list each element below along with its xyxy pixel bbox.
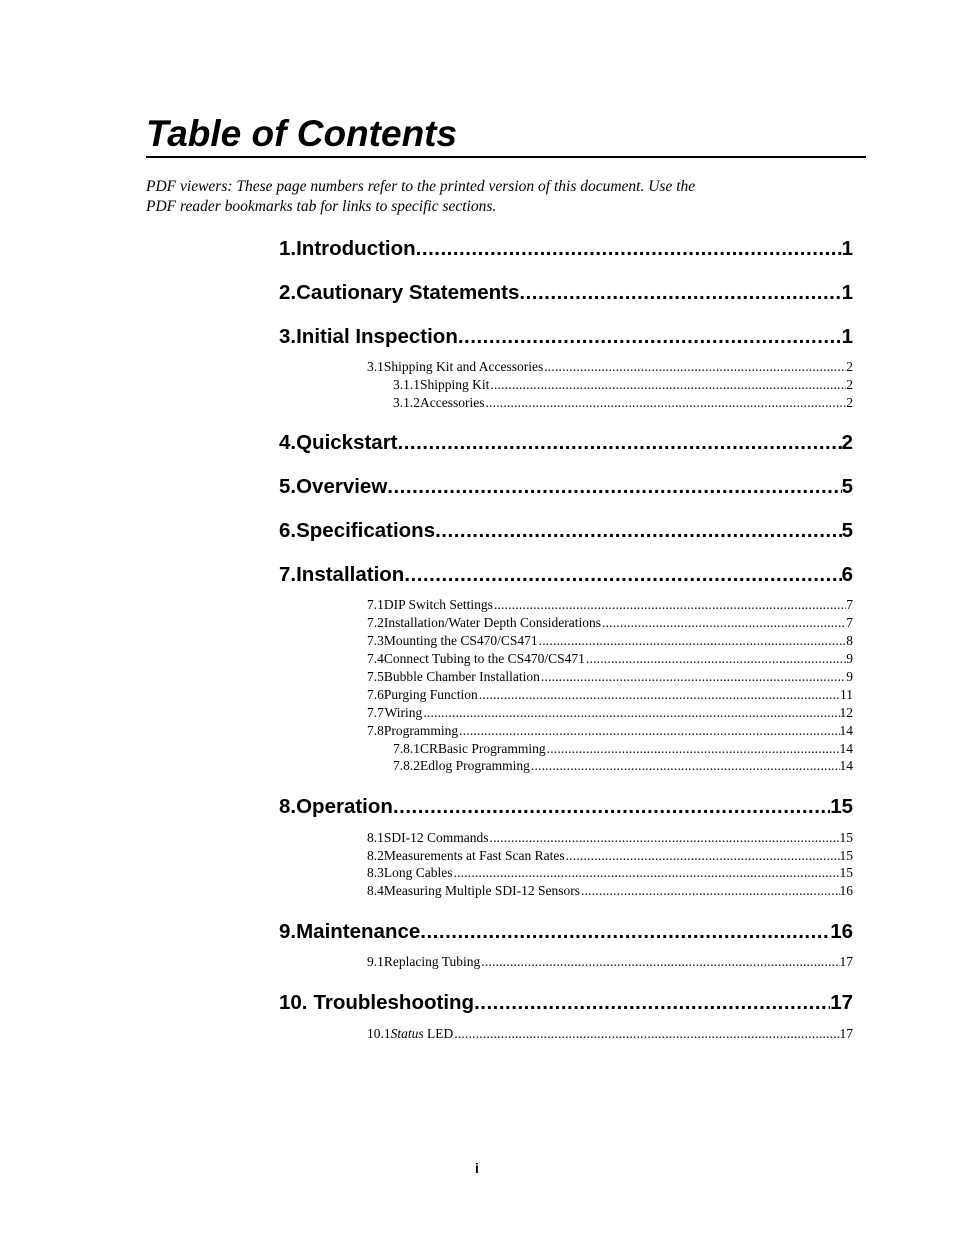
toc-entry-overview[interactable]: [279, 474, 853, 500]
toc-entry-water-depth-considerations[interactable]: [367, 614, 853, 632]
toc-label: DIP Switch Settings: [383, 597, 493, 612]
toc-number: 2.: [279, 281, 297, 304]
toc-label: Purging Function: [383, 687, 478, 702]
toc-number: 7.3: [367, 633, 384, 648]
toc-entry-programming[interactable]: [367, 722, 853, 740]
dot-leader: [393, 794, 830, 820]
toc-page: 7: [846, 597, 853, 612]
toc-label: Initial Inspection: [296, 325, 458, 348]
toc-entry-operation[interactable]: [279, 794, 853, 820]
toc-number: 7.: [279, 563, 297, 586]
dot-leader: [435, 518, 841, 544]
toc-entry-shipping-kit[interactable]: [393, 376, 853, 394]
dot-leader: [420, 919, 830, 945]
toc-number: 7.8.2: [393, 758, 420, 773]
toc-entry-cautionary-statements[interactable]: [279, 280, 853, 306]
toc-label-rest: LED: [423, 1026, 454, 1041]
toc-label: Programming: [383, 723, 459, 738]
toc-page: 5: [841, 519, 853, 542]
dot-leader: [602, 614, 846, 632]
dot-leader: [404, 562, 841, 588]
toc-label: Bubble Chamber Installation: [383, 669, 540, 684]
dot-leader: [387, 474, 841, 500]
dot-leader: [547, 740, 840, 758]
dot-leader: [494, 596, 846, 614]
dot-leader: [454, 864, 840, 882]
toc-entry-specifications[interactable]: [279, 518, 853, 544]
toc-page: 16: [839, 883, 853, 898]
toc-page: 5: [841, 475, 853, 498]
toc-label: Long Cables: [383, 865, 453, 880]
toc-page: 2: [846, 395, 853, 410]
page-title: Table of Contents: [146, 113, 458, 154]
toc-label: Introduction: [296, 237, 416, 260]
toc-page: 8: [846, 633, 853, 648]
toc-label: Shipping Kit and Accessories: [383, 359, 544, 374]
dot-leader: [398, 430, 842, 456]
toc-label: Measurements at Fast Scan Rates: [383, 848, 565, 863]
toc-number: 7.5: [367, 669, 384, 684]
dot-leader: [566, 847, 840, 865]
page-number: i: [475, 1160, 479, 1176]
toc-label: Overview: [296, 475, 388, 498]
toc-label: Troubleshooting: [313, 991, 475, 1014]
toc-page: 14: [839, 758, 853, 773]
toc-number: 8.1: [367, 830, 384, 845]
toc-page: 2: [846, 359, 853, 374]
toc-entry-purging-function[interactable]: [367, 686, 853, 704]
dot-leader: [519, 280, 841, 306]
toc-entry-fast-scan-rates[interactable]: [367, 847, 853, 865]
toc-page: 17: [830, 991, 853, 1014]
toc-label: Replacing Tubing: [383, 954, 481, 969]
toc-label: Installation/Water Depth Considerations: [383, 615, 601, 630]
toc-entry-initial-inspection[interactable]: [279, 324, 853, 350]
toc-number: 5.: [279, 475, 297, 498]
toc-number: 8.: [279, 795, 297, 818]
toc-page: 16: [830, 920, 853, 943]
dot-leader: [490, 376, 846, 394]
toc-entry-sdi12-commands[interactable]: [367, 829, 853, 847]
toc-page: 6: [841, 563, 853, 586]
toc-label: Edlog Programming: [420, 758, 530, 773]
toc-label: Wiring: [384, 705, 423, 720]
toc-number: 10.1: [367, 1026, 391, 1041]
toc-label: Maintenance: [296, 920, 421, 943]
toc-number: 9.1: [367, 954, 384, 969]
dot-leader: [479, 686, 840, 704]
toc-entry-long-cables[interactable]: [367, 864, 853, 882]
toc-page: 17: [839, 954, 853, 969]
toc-label: Shipping Kit: [420, 377, 490, 392]
toc-number: 7.4: [367, 651, 384, 666]
toc-label: Connect Tubing to the CS470/CS471: [383, 651, 585, 666]
dot-leader: [416, 236, 842, 262]
dot-leader: [490, 829, 840, 847]
toc-entry-dip-switch-settings[interactable]: [367, 596, 853, 614]
toc-number: 7.6: [367, 687, 384, 702]
toc-label: Accessories: [420, 395, 485, 410]
toc-page: 1: [841, 281, 853, 304]
dot-leader: [541, 668, 846, 686]
dot-leader: [544, 358, 846, 376]
dot-leader: [423, 704, 839, 722]
toc-page: 17: [839, 1026, 853, 1041]
toc-page: 7: [846, 615, 853, 630]
toc-page: 15: [839, 830, 853, 845]
dot-leader: [539, 632, 847, 650]
toc-number: 10.: [279, 991, 308, 1014]
note-line-2: PDF reader bookmarks tab for links to specific sections.: [146, 198, 497, 215]
toc-number: 8.4: [367, 883, 384, 898]
toc-entry-connect-tubing[interactable]: [367, 650, 853, 668]
toc-entry-quickstart[interactable]: [279, 430, 853, 456]
dot-leader: [459, 722, 839, 740]
toc-label: CRBasic Programming: [420, 741, 546, 756]
toc-label: [391, 1025, 455, 1043]
toc-entry-shipping-kit-and-accessories[interactable]: [367, 358, 853, 376]
dot-leader: [485, 394, 846, 412]
toc-entry-mounting[interactable]: [367, 632, 853, 650]
note-line-1: PDF viewers: These page numbers refer to the printed version of this document. Use the: [146, 178, 696, 195]
toc-number: 4.: [279, 431, 297, 454]
toc-number: 8.3: [367, 865, 384, 880]
toc-number: 3.1.2: [393, 395, 420, 410]
toc-entry-multiple-sdi12-sensors[interactable]: [367, 882, 853, 900]
toc-entry-replacing-tubing[interactable]: [367, 953, 853, 971]
dot-leader: [586, 650, 846, 668]
toc-number: 9.: [279, 920, 297, 943]
toc-entry-introduction[interactable]: [279, 236, 853, 262]
toc-page: 11: [840, 687, 853, 702]
toc-entry-troubleshooting[interactable]: [279, 990, 853, 1016]
dot-leader: [458, 324, 842, 350]
toc-number: 7.8: [367, 723, 384, 738]
toc-label: Measuring Multiple SDI-12 Sensors: [383, 883, 580, 898]
toc-entry-installation[interactable]: [279, 562, 853, 588]
toc-page: 15: [830, 795, 853, 818]
toc-page: 12: [839, 705, 853, 720]
toc-number: 7.7: [367, 705, 384, 720]
dot-leader: [531, 757, 840, 775]
toc-label: Mounting the CS470/CS471: [383, 633, 538, 648]
toc-label: SDI-12 Commands: [383, 830, 489, 845]
toc-number: 3.1.1: [393, 377, 420, 392]
toc-page: 15: [839, 865, 853, 880]
toc-label: Quickstart: [296, 431, 398, 454]
dot-leader: [474, 990, 830, 1016]
toc-number: 6.: [279, 519, 297, 542]
toc-page: 9: [846, 669, 853, 684]
toc-number: 1.: [279, 237, 297, 260]
toc-label: Installation: [296, 563, 405, 586]
toc-number: 3.1: [367, 359, 384, 374]
dot-leader: [481, 953, 839, 971]
toc-page: 2: [846, 377, 853, 392]
toc-page: 14: [839, 723, 853, 738]
toc-number: 7.8.1: [393, 741, 420, 756]
toc-page: 9: [846, 651, 853, 666]
dot-leader: [454, 1025, 839, 1043]
toc-entry-bubble-chamber[interactable]: [367, 668, 853, 686]
toc-number: 7.1: [367, 597, 384, 612]
toc-entry-edlog-programming[interactable]: [393, 757, 853, 775]
toc-label: Operation: [296, 795, 393, 818]
toc-label-italic: Status: [390, 1026, 424, 1041]
toc-entry-maintenance[interactable]: [279, 919, 853, 945]
toc-page: 15: [839, 848, 853, 863]
toc-entry-wiring[interactable]: [367, 704, 853, 722]
toc-page: 1: [841, 237, 853, 260]
toc-entry-status-led[interactable]: [367, 1025, 853, 1043]
toc-page: 14: [839, 741, 853, 756]
toc-number: 8.2: [367, 848, 384, 863]
toc-number: 3.: [279, 325, 297, 348]
toc-number: 7.2: [367, 615, 384, 630]
toc-page: 2: [841, 431, 853, 454]
toc-label: Specifications: [296, 519, 436, 542]
toc-page: 1: [841, 325, 853, 348]
toc-entry-crbasic-programming[interactable]: [393, 740, 853, 758]
toc-label: Cautionary Statements: [296, 281, 520, 304]
dot-leader: [581, 882, 840, 900]
toc-entry-accessories[interactable]: [393, 394, 853, 412]
